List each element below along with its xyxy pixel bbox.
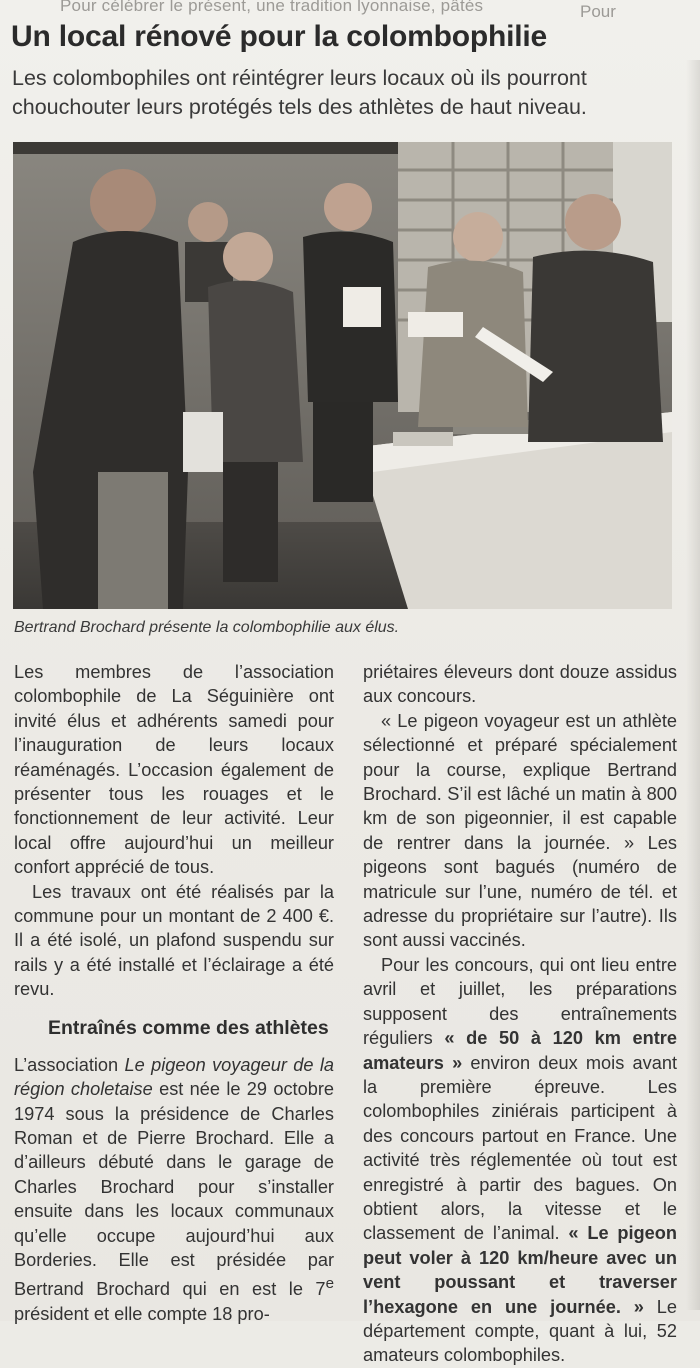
quote-distance: « de 50 à 120 km entre amateurs » <box>363 1028 677 1073</box>
ordinal-superscript: e <box>325 1275 334 1293</box>
article-title: Un local rénové pour la colombophilie <box>11 20 548 53</box>
article-intro: Les colombophiles ont réintégrer leurs locaux où ils pourront chouchouter leurs protégés tels des athlètes de haut niveau. <box>12 66 587 119</box>
bleed-text-left: Pour célébrer le présent, une tradition lyonnaise, pâtés <box>60 0 484 15</box>
photo-illustration <box>13 142 672 609</box>
col2-paragraph-3 <box>363 953 677 1368</box>
col2-p3-text-c: Le département compte, quant à lui, 52 amateurs colombophiles. <box>363 1296 677 1366</box>
article-column-2 <box>363 660 677 1368</box>
bleed-text-right: Pour <box>580 2 616 21</box>
col2-paragraph-1: priétaires éleveurs dont douze assidus aux concours. <box>363 662 677 707</box>
col1-p3-text-b: est née le 29 octobre 1974 sous la présidence de Charles Roman et de Pierre Brochard. Elle a d’ailleurs débuté dans le garage de Charles Brochard pour s’installer ensuite dans les locaux communaux qu’elle occupe aujourd’hui aux Borderies. Elle est présidée par Bertrand Brochard qui en est le 7 <box>14 1079 335 1300</box>
quote-speed: « Le pigeon peut voler à 120 km/heure avec un vent poussant et traverser l’hexagone en une journée. » <box>363 1223 677 1317</box>
col1-paragraph-1: Les membres de l’association colombophile de La Séguinière ont invité élus et adhérents samedi pour l’inauguration de leurs locaux réaménagés. L’occasion également de présenter tous les rouages et le fonctionnement de leur activité. Leur local offre aujourd’hui un meilleur confort apprécié de tous. <box>14 662 334 878</box>
scan-edge-shadow <box>686 60 700 1310</box>
col1-paragraph-2: Les travaux ont été réalisés par la commune pour un montant de 2 400 €. Il a été isolé, un plafond suspendu sur rails y a été installé et l’éclairage a été revu. <box>14 881 334 1000</box>
photo-caption: Bertrand Brochard présente la colombophilie aux élus. <box>14 619 400 636</box>
col1-paragraph-3 <box>14 1053 334 1327</box>
col2-p3-text-a: Pour les concours, qui ont lieu entre avril et juillet, les préparations supposent des entraînements réguliers <box>363 954 677 1049</box>
col1-p3-text-a: L’association <box>14 1054 125 1075</box>
col1-p3-text-c: président et elle compte 18 pro- <box>14 1303 270 1324</box>
article-subheading: Entraînés comme des athlètes <box>48 1016 329 1039</box>
col2-paragraph-2: « Le pigeon voyageur est un athlète sélectionné et préparé spécialement pour la course, explique Bertrand Brochard. S’il est lâché un matin à 800 km de son pigeonnier, il est capable de rentrer dans la journée. » Les pigeons sont bagués (numéro de matricule sur l’une, numéro de tél. et adresse du propriétaire sur l’autre). Ils sont aussi vaccinés. <box>363 710 677 951</box>
article-photo <box>13 142 672 609</box>
association-name: Le pigeon voyageur de la région choletaise <box>14 1054 335 1100</box>
col2-p3-text-b: environ deux mois avant la première épreuve. Les colombophiles ziniérais participent à des concours partout en France. Une activité très réglementée où tout est enregistré à partir des bagues. On obtient alors, la vitesse et le classement de l’animal. <box>363 1052 677 1244</box>
article-column-1 <box>14 660 334 1326</box>
